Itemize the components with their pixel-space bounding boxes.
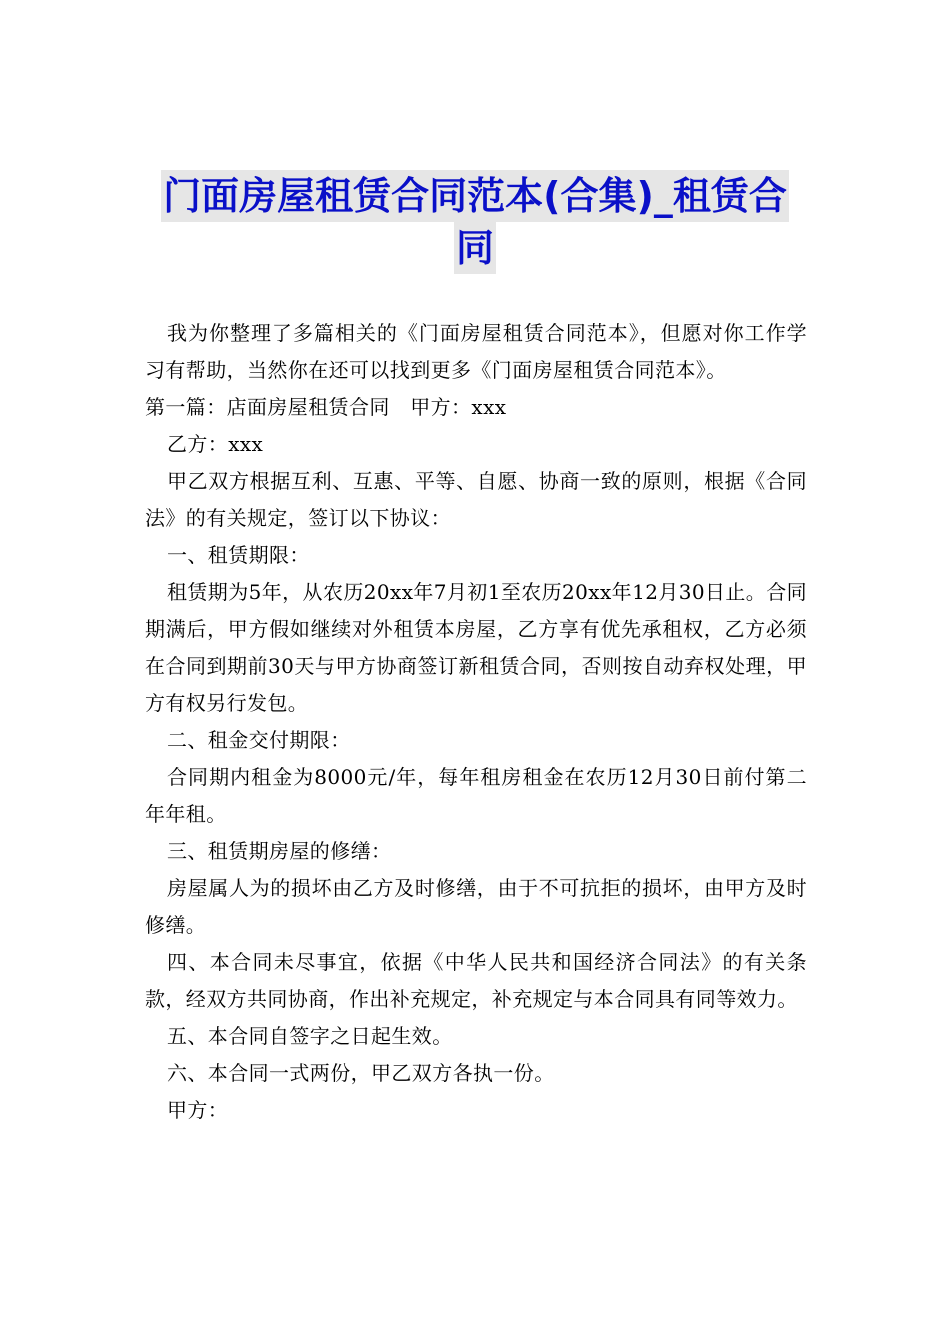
title-line-1: 门面房屋租赁合同范本(合集)_租赁合 — [161, 170, 789, 222]
paragraph-rent-payment: 合同期内租金为8000元/年，每年租房租金在农历12月30日前付第二年年租。 — [145, 765, 807, 826]
paragraph-preamble: 甲乙双方根据互利、互惠、平等、自愿、协商一致的原则，根据《合同法》的有关规定，签订以下协议： — [145, 469, 807, 530]
paragraph-party-b: 乙方：xxx — [167, 432, 264, 456]
document-title — [140, 170, 810, 274]
title-line-2: 同 — [454, 222, 496, 274]
paragraph-clause-five: 五、本合同自签字之日起生效。 — [167, 1024, 453, 1048]
section-heading-repairs: 三、租赁期房屋的修缮： — [167, 839, 392, 863]
paragraph-chapter-heading: 第一篇：店面房屋租赁合同 甲方：xxx — [145, 395, 507, 419]
paragraph-intro: 我为你整理了多篇相关的《门面房屋租赁合同范本》，但愿对你工作学习有帮助，当然你在还可以找到更多《门面房屋租赁合同范本》。 — [145, 321, 807, 382]
paragraph-clause-six: 六、本合同一式两份，甲乙双方各执一份。 — [167, 1061, 555, 1085]
paragraph-clause-four: 四、本合同未尽事宜，依据《中华人民共和国经济合同法》的有关条款，经双方共同协商，作出补充规定，补充规定与本合同具有同等效力。 — [145, 950, 807, 1011]
paragraph-party-a-signature: 甲方： — [167, 1098, 229, 1122]
section-heading-rent-payment: 二、租金交付期限： — [167, 728, 351, 752]
section-heading-lease-term: 一、租赁期限： — [167, 543, 310, 567]
document-body — [145, 315, 807, 1129]
paragraph-repairs: 房屋属人为的损坏由乙方及时修缮，由于不可抗拒的损坏，由甲方及时修缮。 — [145, 876, 807, 937]
paragraph-lease-term: 租赁期为5年，从农历20xx年7月初1至农历20xx年12月30日止。合同期满后，甲方假如继续对外租赁本房屋，乙方享有优先承租权，乙方必须在合同到期前30天与甲方协商签订新租赁合同，否则按自动弃权处理，甲方有权另行发包。 — [145, 580, 807, 715]
